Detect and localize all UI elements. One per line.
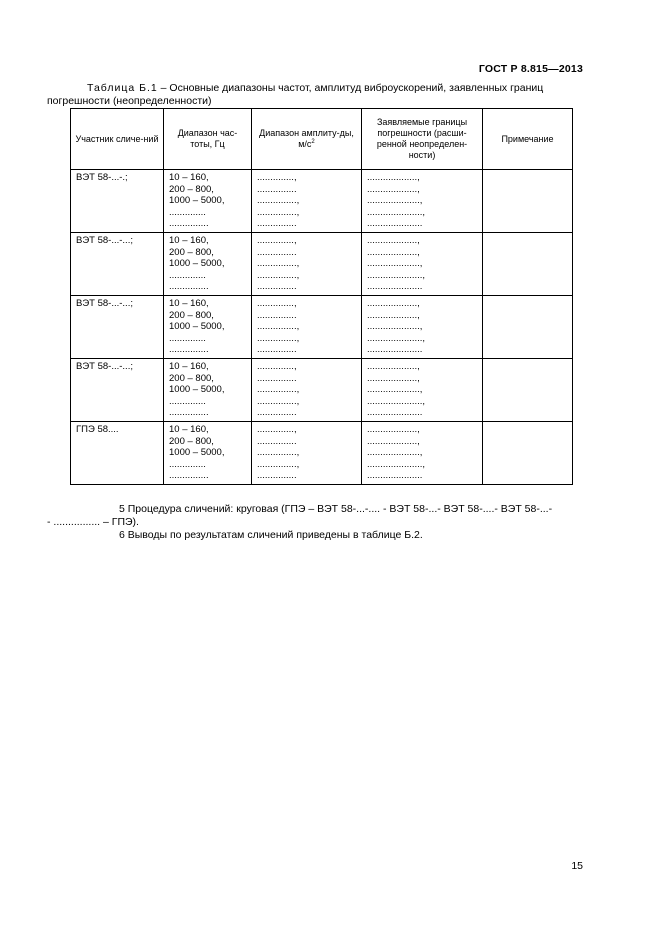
- uncertainty-line: ...................,: [367, 424, 420, 435]
- uncertainty-line: ...................,: [367, 235, 420, 246]
- paragraph-6: [47, 529, 587, 542]
- uncertainty-line: ....................,: [367, 195, 423, 207]
- table-row: [71, 233, 573, 296]
- frequency-line: 200 – 800,: [169, 372, 214, 384]
- amplitude-line: ...............: [257, 470, 297, 482]
- cell-note: [483, 359, 573, 422]
- paragraph-5: [47, 503, 587, 529]
- amplitude-line: ..............,: [257, 361, 297, 372]
- amplitude-line: ...............,: [257, 458, 300, 470]
- frequency-line: 10 – 160,: [169, 361, 209, 372]
- uncertainty-line: .....................,: [367, 332, 426, 344]
- frequency-line: ...............: [169, 344, 209, 356]
- cell-participant: [71, 233, 164, 296]
- uncertainty-line: .....................,: [367, 206, 426, 218]
- table-label: Таблица Б.1: [87, 82, 158, 94]
- cell-participant: [71, 422, 164, 485]
- participant-name: ВЭТ 58-...-.;: [76, 172, 128, 183]
- amplitude-line: ...............,: [257, 332, 300, 344]
- amplitude-line: ...............: [257, 344, 297, 356]
- uncertainty-line: .....................,: [367, 269, 426, 281]
- participant-name: ВЭТ 58-...-...;: [76, 361, 133, 372]
- header-frequency: Диапазон час-тоты, Гц: [164, 109, 252, 170]
- uncertainty-line: ...................,: [367, 435, 420, 447]
- participant-name: ВЭТ 58-...-...;: [76, 298, 133, 309]
- table-row: [71, 422, 573, 485]
- uncertainty-line: ....................,: [367, 321, 423, 333]
- frequency-line: 1000 – 5000,: [169, 195, 225, 207]
- caption-text-line2: погрешности (неопределенности): [47, 95, 212, 107]
- header-amplitude-text: Диапазон амплиту-ды,: [259, 128, 354, 138]
- cell-frequency: [164, 359, 252, 422]
- cell-note: [483, 296, 573, 359]
- uncertainty-line: ...................,: [367, 309, 420, 321]
- header-amplitude-unit: м/с: [298, 139, 312, 149]
- cell-amplitude: [252, 359, 362, 422]
- cell-note: [483, 170, 573, 233]
- uncertainty-line: ...................,: [367, 183, 420, 195]
- uncertainty-line: ...................,: [367, 361, 420, 372]
- amplitude-line: ...............,: [257, 447, 300, 459]
- cell-frequency: [164, 296, 252, 359]
- cell-note: [483, 422, 573, 485]
- frequency-line: 1000 – 5000,: [169, 258, 225, 270]
- frequency-line: 1000 – 5000,: [169, 447, 225, 459]
- amplitude-line: ...............: [257, 435, 297, 447]
- uncertainty-line: ...................,: [367, 298, 420, 309]
- paragraph-6-text: 6 Выводы по результатам сличений приведены в таблице Б.2.: [119, 529, 423, 541]
- cell-amplitude: [252, 296, 362, 359]
- header-note: Примечание: [483, 109, 573, 170]
- uncertainty-line: .....................,: [367, 458, 426, 470]
- frequency-line: 10 – 160,: [169, 235, 209, 246]
- frequency-line: ..............: [169, 269, 206, 281]
- cell-participant: [71, 296, 164, 359]
- amplitude-line: ..............,: [257, 235, 297, 246]
- header-amplitude: [252, 109, 362, 170]
- frequency-line: 10 – 160,: [169, 424, 209, 435]
- cell-uncertainty: [362, 422, 483, 485]
- paragraph-5-line1: 5 Процедура сличений: круговая (ГПЭ – ВЭТ 58-...-.... - ВЭТ 58-...- ВЭТ 58-....- ВЭТ 58-...-: [119, 503, 553, 515]
- amplitude-line: ..............,: [257, 298, 297, 309]
- frequency-line: ..............: [169, 206, 206, 218]
- frequency-ranges-table: [70, 108, 573, 485]
- cell-participant: [71, 359, 164, 422]
- cell-uncertainty: [362, 233, 483, 296]
- uncertainty-line: .....................: [367, 218, 423, 230]
- amplitude-line: ...............: [257, 309, 297, 321]
- frequency-line: ...............: [169, 407, 209, 419]
- frequency-line: ..............: [169, 395, 206, 407]
- uncertainty-line: .....................: [367, 407, 423, 419]
- header-uncertainty: Заявляемые границы погрешности (расши-ренной неопределен-ности): [362, 109, 483, 170]
- amplitude-line: ...............: [257, 246, 297, 258]
- amplitude-line: ...............: [257, 372, 297, 384]
- amplitude-line: ..............,: [257, 172, 297, 183]
- amplitude-line: ...............,: [257, 195, 300, 207]
- amplitude-line: ...............: [257, 183, 297, 195]
- uncertainty-line: ...................,: [367, 372, 420, 384]
- frequency-line: 1000 – 5000,: [169, 321, 225, 333]
- uncertainty-line: ....................,: [367, 384, 423, 396]
- uncertainty-line: ...................,: [367, 172, 420, 183]
- frequency-line: ...............: [169, 470, 209, 482]
- cell-uncertainty: [362, 296, 483, 359]
- table-header-row: [71, 109, 573, 170]
- frequency-line: ..............: [169, 332, 206, 344]
- amplitude-line: ...............,: [257, 384, 300, 396]
- frequency-line: 200 – 800,: [169, 435, 214, 447]
- cell-amplitude: [252, 422, 362, 485]
- amplitude-line: ...............: [257, 218, 297, 230]
- cell-participant: [71, 170, 164, 233]
- cell-amplitude: [252, 233, 362, 296]
- cell-frequency: [164, 422, 252, 485]
- amplitude-line: ...............,: [257, 395, 300, 407]
- frequency-line: 10 – 160,: [169, 172, 209, 183]
- uncertainty-line: .....................: [367, 281, 423, 293]
- frequency-line: ...............: [169, 218, 209, 230]
- uncertainty-line: ....................,: [367, 447, 423, 459]
- document-number: ГОСТ Р 8.815—2013: [478, 63, 583, 75]
- amplitude-line: ...............,: [257, 321, 300, 333]
- amplitude-line: ...............,: [257, 269, 300, 281]
- uncertainty-line: ...................,: [367, 246, 420, 258]
- frequency-line: 10 – 160,: [169, 298, 209, 309]
- cell-uncertainty: [362, 170, 483, 233]
- amplitude-line: ...............: [257, 407, 297, 419]
- cell-frequency: [164, 170, 252, 233]
- participant-name: ГПЭ 58....: [76, 424, 119, 435]
- cell-note: [483, 233, 573, 296]
- table-row: [71, 296, 573, 359]
- paragraph-5-line2: - ................ – ГПЭ).: [47, 516, 139, 528]
- header-participant: Участник сличе-ний: [71, 109, 164, 170]
- table-row: [71, 170, 573, 233]
- participant-name: ВЭТ 58-...-...;: [76, 235, 133, 246]
- page-number: 15: [571, 860, 583, 872]
- cell-uncertainty: [362, 359, 483, 422]
- amplitude-line: ...............: [257, 281, 297, 293]
- table-caption: [47, 82, 583, 108]
- uncertainty-line: .....................: [367, 470, 423, 482]
- table-row: [71, 359, 573, 422]
- frequency-line: ..............: [169, 458, 206, 470]
- amplitude-line: ..............,: [257, 424, 297, 435]
- frequency-line: ...............: [169, 281, 209, 293]
- amplitude-line: ...............,: [257, 258, 300, 270]
- frequency-line: 1000 – 5000,: [169, 384, 225, 396]
- frequency-line: 200 – 800,: [169, 183, 214, 195]
- uncertainty-line: .....................,: [367, 395, 426, 407]
- caption-text-line1: – Основные диапазоны частот, амплитуд виброускорений, заявленных границ: [157, 82, 544, 94]
- uncertainty-line: .....................: [367, 344, 423, 356]
- uncertainty-line: ....................,: [367, 258, 423, 270]
- amplitude-line: ...............,: [257, 206, 300, 218]
- frequency-line: 200 – 800,: [169, 246, 214, 258]
- cell-frequency: [164, 233, 252, 296]
- cell-amplitude: [252, 170, 362, 233]
- frequency-line: 200 – 800,: [169, 309, 214, 321]
- header-amplitude-exponent: 2: [311, 139, 315, 145]
